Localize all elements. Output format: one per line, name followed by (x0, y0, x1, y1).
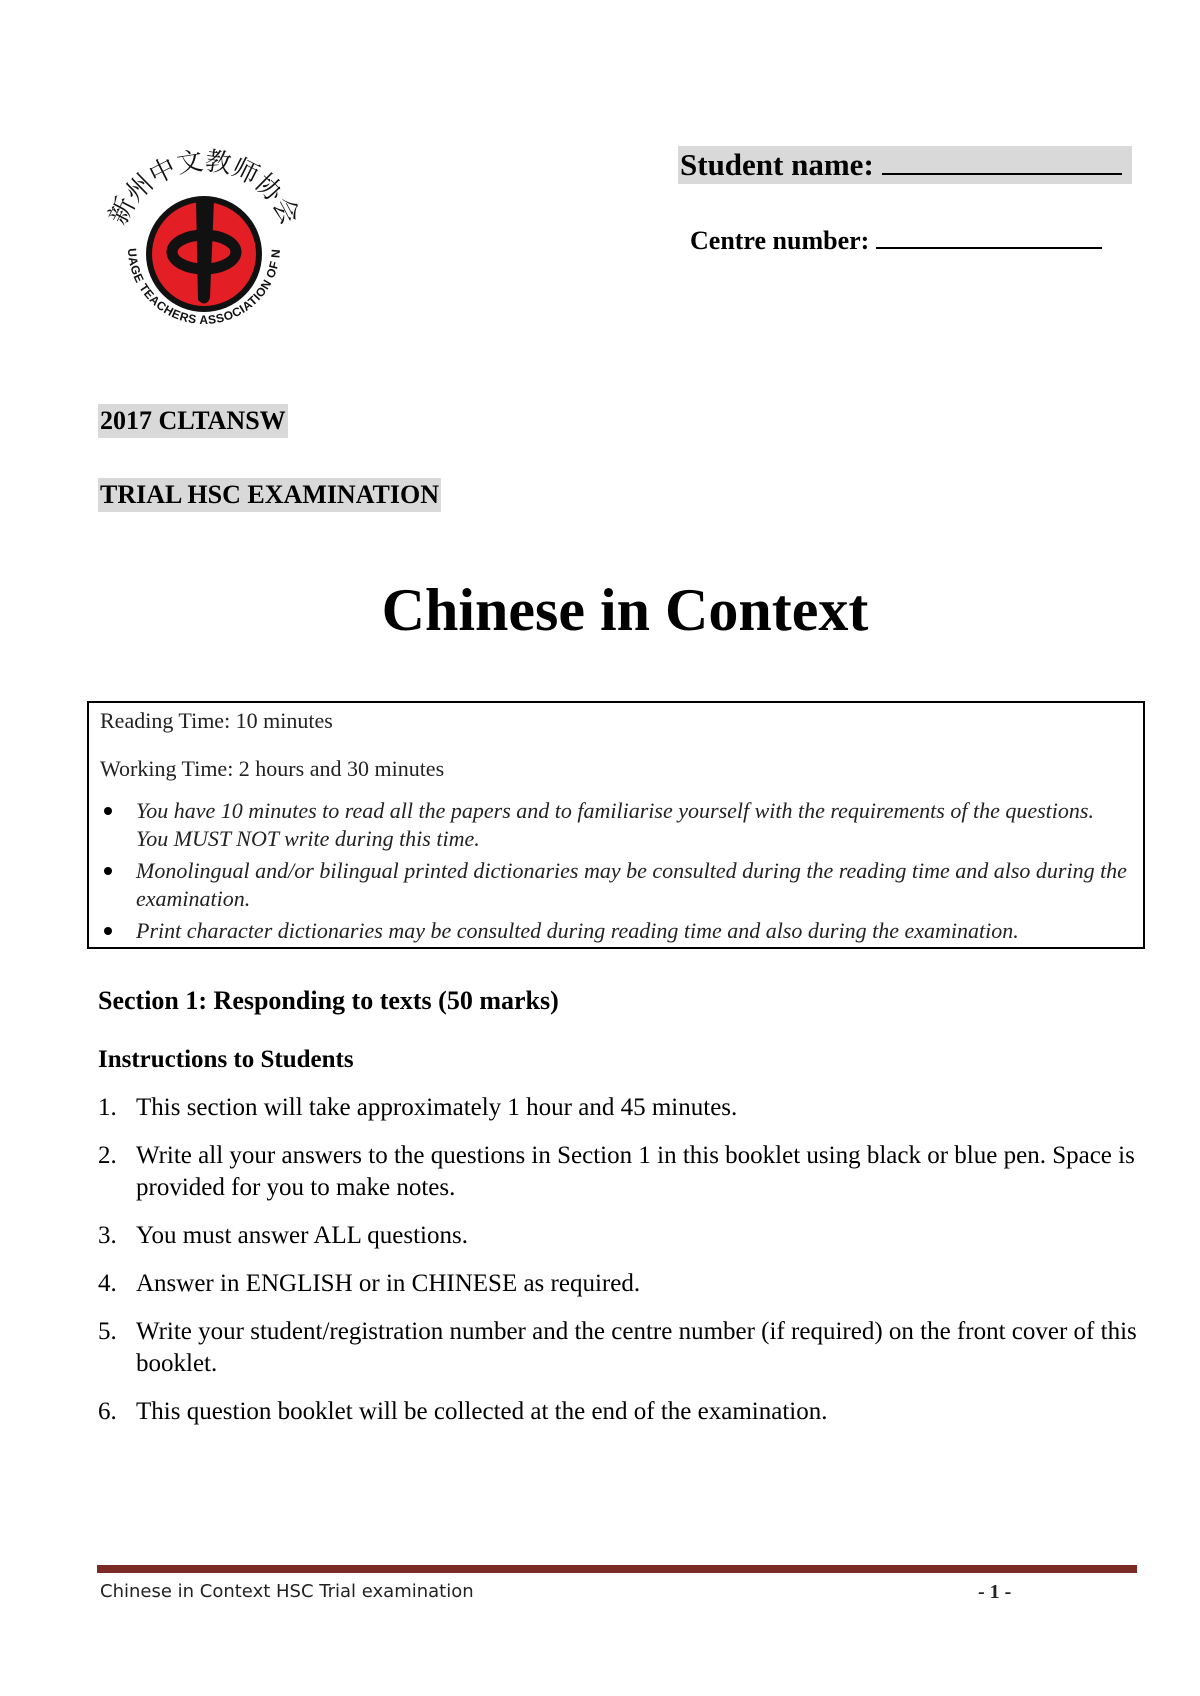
centre-number-field[interactable] (690, 224, 1130, 258)
bullet-icon (104, 867, 112, 875)
exam-type-tag: TRIAL HSC EXAMINATION (98, 478, 441, 512)
year-org-tag: 2017 CLTANSW (98, 404, 288, 438)
instruction-item (98, 1220, 1138, 1252)
info-bullet (100, 917, 1130, 945)
info-bullet (100, 857, 1130, 913)
instruction-number: 4. (98, 1270, 117, 1297)
instructions-list (98, 1092, 1138, 1444)
instruction-item (98, 1140, 1138, 1204)
bullet-icon (104, 807, 112, 815)
bullet-icon (104, 927, 112, 935)
instruction-text: This section will take approximately 1 hour and 45 minutes. (136, 1094, 738, 1121)
info-bullet (100, 797, 1130, 853)
working-time: Working Time: 2 hours and 30 minutes (100, 756, 445, 781)
instruction-number: 1. (98, 1094, 117, 1121)
reading-time: Reading Time: 10 minutes (100, 708, 333, 733)
logo-chinese-text: 新州中文教师协会 (103, 148, 305, 230)
logo-english-text: UAGE TEACHERS ASSOCIATION OF N (124, 247, 284, 327)
page-title: Chinese in Context (381, 577, 869, 643)
info-bullet-text: Monolingual and/or bilingual printed dictionaries may be consulted during the reading time and also during the examination. (136, 858, 1127, 911)
info-bullet-text: Print character dictionaries may be consulted during reading time and also during the examination. (136, 918, 1019, 943)
student-name-label: Student name: (680, 147, 874, 182)
instruction-text: Answer in ENGLISH or in CHINESE as required. (136, 1270, 641, 1297)
instruction-item (98, 1316, 1138, 1380)
centre-number-line (876, 227, 1102, 249)
instruction-number: 6. (98, 1398, 117, 1425)
info-bullet-text: You have 10 minutes to read all the papers and to familiarise yourself with the requirements of the questions. You MUST NOT write during this time. (136, 798, 1094, 851)
instruction-text: You must answer ALL questions. (136, 1222, 468, 1249)
instruction-text: Write your student/registration number and the centre number (if required) on the front cover of this booklet. (136, 1318, 1137, 1377)
instructions-heading: Instructions to Students (98, 1046, 354, 1073)
student-name-field[interactable] (678, 146, 1132, 184)
instruction-text: Write all your answers to the questions in Section 1 in this booklet using black or blue pen. Space is provided for you to make notes. (136, 1142, 1135, 1201)
instruction-item (98, 1092, 1138, 1124)
footer-text: Chinese in Context HSC Trial examination (100, 1581, 474, 1602)
info-bullets (100, 797, 1130, 949)
student-name-line (882, 153, 1122, 175)
association-logo (98, 148, 310, 354)
instruction-number: 3. (98, 1222, 117, 1249)
instruction-number: 5. (98, 1318, 117, 1345)
instruction-item (98, 1268, 1138, 1300)
instruction-number: 2. (98, 1142, 117, 1169)
instruction-text: This question booklet will be collected at the end of the examination. (136, 1398, 828, 1425)
info-box (87, 701, 1145, 949)
centre-number-label: Centre number: (690, 226, 870, 255)
footer-rule (97, 1565, 1137, 1573)
instruction-item (98, 1396, 1138, 1428)
page-number: - 1 - (978, 1581, 1012, 1603)
section-heading: Section 1: Responding to texts (50 marks) (98, 986, 559, 1015)
